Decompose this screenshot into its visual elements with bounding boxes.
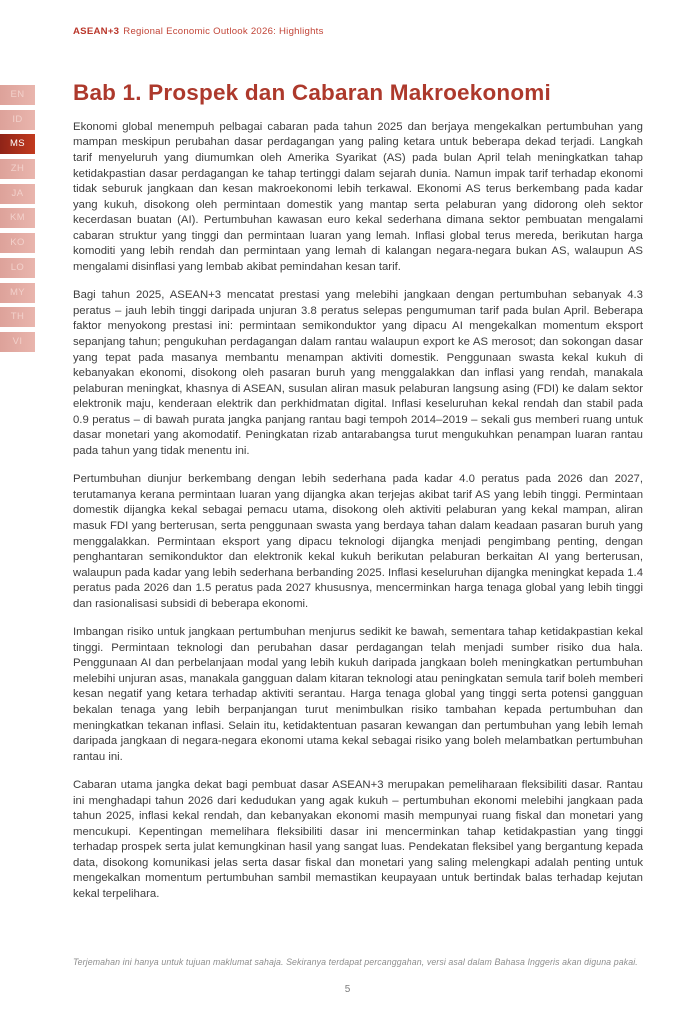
report-title: Regional Economic Outlook 2026: Highlights — [123, 26, 324, 37]
paragraph-1: Ekonomi global menempuh pelbagai cabaran pada tahun 2025 dan berjaya mengekalkan pertumbuhan yang mampan meskipun perubahan dasar perdagangan yang paling ketara untuk beberapa dekad terjadi. Langkah tarif menyeluruh yang diumumkan oleh Amerika Syarikat (AS) pada bulan April telah meningkatkan tahap ketidakpastian dasar perdagangan ke tahap tertinggi dalam sejarah dunia. Namun impak tarif terhadap ekonomi tidak seburuk jangkaan dan kesan makroekonomi lebih terkawal. Ekonomi AS terus berkembang pada kadar yang kukuh, disokong oleh permintaan domestik yang mantap serta pelaburan yang didorong oleh sektor kecerdasan buatan (AI). Pertumbuhan kawasan euro kekal sederhana dimana sektor pembuatan mengalami cabaran struktur yang tinggi dan permintaan luaran yang lemah. Inflasi global terus mereda, berikutan harga komoditi yang lebih rendah dan permintaan yang lemah di kalangan negara-negara bukan AS, walaupun AS mengalami disinflasi yang lembab akibat pemindahan kesan tarif. — [73, 120, 643, 273]
language-tab-ja[interactable]: JA — [0, 184, 35, 204]
language-tab-km[interactable]: KM — [0, 208, 35, 228]
paragraph-2: Bagi tahun 2025, ASEAN+3 mencatat prestasi yang melebihi jangkaan dengan pertumbuhan sebanyak 4.3 peratus – jauh lebih tinggi daripada unjuran 3.8 peratus selepas pengumuman tarif pada bulan April. Beberapa faktor menyokong prestasi ini: permintaan semikonduktor yang dipacu AI mengekalkan momentum eksport sepanjang tahun; pengukuhan perdagangan dalam rantau walaupun export ke AS merosot; dan sokongan dasar yang tepat pada masanya membantu menampan aktiviti domestik. Penggunaan swasta kekal kukuh di kebanyakan ekonomi, disokong oleh pasaran buruh yang menggalakkan dan inflasi yang rendah, manakala pelaburan meningkat, khasnya di ASEAN, susulan aliran masuk pelaburan langsung asing (FDI) ke dalam sektor elektronik maju, kenderaan elektrik dan perkhidmatan digital. Inflasi keseluruhan kekal rendah dan stabil pada 0.9 peratus – di bawah purata jangka panjang rantau bagi tempoh 2014–2019 – sekali gus memberi ruang untuk dasar monetari yang akomodatif. Peningkatan rizab antarabangsa turut mengukuhkan penampan luaran rantau pada tahun yang tidak menentu ini. — [73, 289, 643, 457]
language-sidebar — [0, 85, 35, 352]
paragraph-5: Cabaran utama jangka dekat bagi pembuat dasar ASEAN+3 merupakan pemeliharaan fleksibiliti dasar. Rantau ini menghadapi tahun 2026 dari kedudukan yang agak kukuh – pertumbuhan ekonomi melebihi jangkaan pada tahun 2025, inflasi kekal rendah, dan kebanyakan ekonomi masih mempunyai ruang fiskal dan monetari yang mencukupi. Kepentingan memelihara fleksibiliti dasar ini mencerminkan tahap ketidakpastian yang tinggi terhadap prospek serta julat kemungkinan hasil yang sangat luas. Pendekatan fleksibel yang bergantung kepada data, disokong komunikasi jelas serta dasar fiskal dan monetari yang saling melengkapi adalah penting untuk mengekalkan momentum pertumbuhan sambil memastikan keupayaan untuk bertindak balas terhadap kejutan kekal terpelihara. — [73, 779, 643, 901]
page-header — [73, 26, 324, 37]
language-tab-ms[interactable]: MS — [0, 134, 35, 154]
report-brand: ASEAN+3 — [73, 26, 120, 37]
language-tab-th[interactable]: TH — [0, 307, 35, 327]
language-tab-id[interactable]: ID — [0, 110, 35, 130]
chapter-title: Bab 1. Prospek dan Cabaran Makroekonomi — [73, 80, 551, 105]
paragraph-3: Pertumbuhan diunjur berkembang dengan lebih sederhana pada kadar 4.0 peratus pada 2026 dan 2027, terutamanya kerana permintaan luaran yang dijangka akan terjejas akibat tarif AS yang lebih tinggi. Permintaan domestik dijangka kekal sebagai pemacu utama, disokong oleh aktiviti pelaburan yang kekal mampan, aliran masuk FDI yang berterusan, serta penggunaan swasta yang berdaya tahan dalam keadaan pasaran buruh yang menggalakkan. Permintaan eksport yang dipacu teknologi dijangka menjadi pengimbang penting, dengan penghantaran semikonduktor dan elektronik kekal kukuh berikutan pelaburan berkaitan AI yang berterusan, walaupun pada kadar yang lebih sederhana berbanding 2025. Inflasi keseluruhan dijangka meningkat kepada 1.4 peratus pada 2026 dan 1.5 peratus pada 2027 khususnya, mencerminkan harga tenaga global yang lebih tinggi dan rasionalisasi subsidi di beberapa ekonomi. — [73, 473, 643, 610]
language-tab-en[interactable]: EN — [0, 85, 35, 105]
disclaimer-note: Terjemahan ini hanya untuk tujuan maklumat sahaja. Sekiranya terdapat percanggahan, versi asal dalam Bahasa Inggeris akan diguna pakai. — [73, 957, 638, 967]
body-paragraphs — [73, 120, 643, 903]
page-number: 5 — [344, 984, 351, 995]
language-tab-lo[interactable]: LO — [0, 258, 35, 278]
paragraph-4: Imbangan risiko untuk jangkaan pertumbuhan menjurus sedikit ke bawah, sementara tahap ketidakpastian kekal tinggi. Permintaan teknologi dan perubahan dasar perdagangan telah menjadi sumber risiko dua hala. Penggunaan AI dan perbelanjaan modal yang lebih kukuh daripada jangkaan boleh meningkatkan pertumbuhan melebihi unjuran asas, manakala gangguan dalam kitaran teknologi atau peningkatan semula tarif boleh memberi kesan negatif yang ketara terhadap aktiviti serantau. Harga tenaga global yang tinggi serta potensi gangguan bekalan tenaga yang lebih berpanjangan turut menimbulkan risiko tambahan kepada pertumbuhan dan meningkatkan tekanan inflasi. Selain itu, ketidaktentuan pasaran kewangan dan pertumbuhan yang lebih lemah daripada jangkaan di negara-negara ekonomi utama kekal sebagai risiko yang boleh melambatkan pertumbuhan rantau ini. — [73, 626, 643, 763]
language-tab-ko[interactable]: KO — [0, 233, 35, 253]
language-tab-my[interactable]: MY — [0, 283, 35, 303]
language-tab-zh[interactable]: ZH — [0, 159, 35, 179]
main-content — [73, 80, 643, 916]
language-tab-vi[interactable]: VI — [0, 332, 35, 352]
